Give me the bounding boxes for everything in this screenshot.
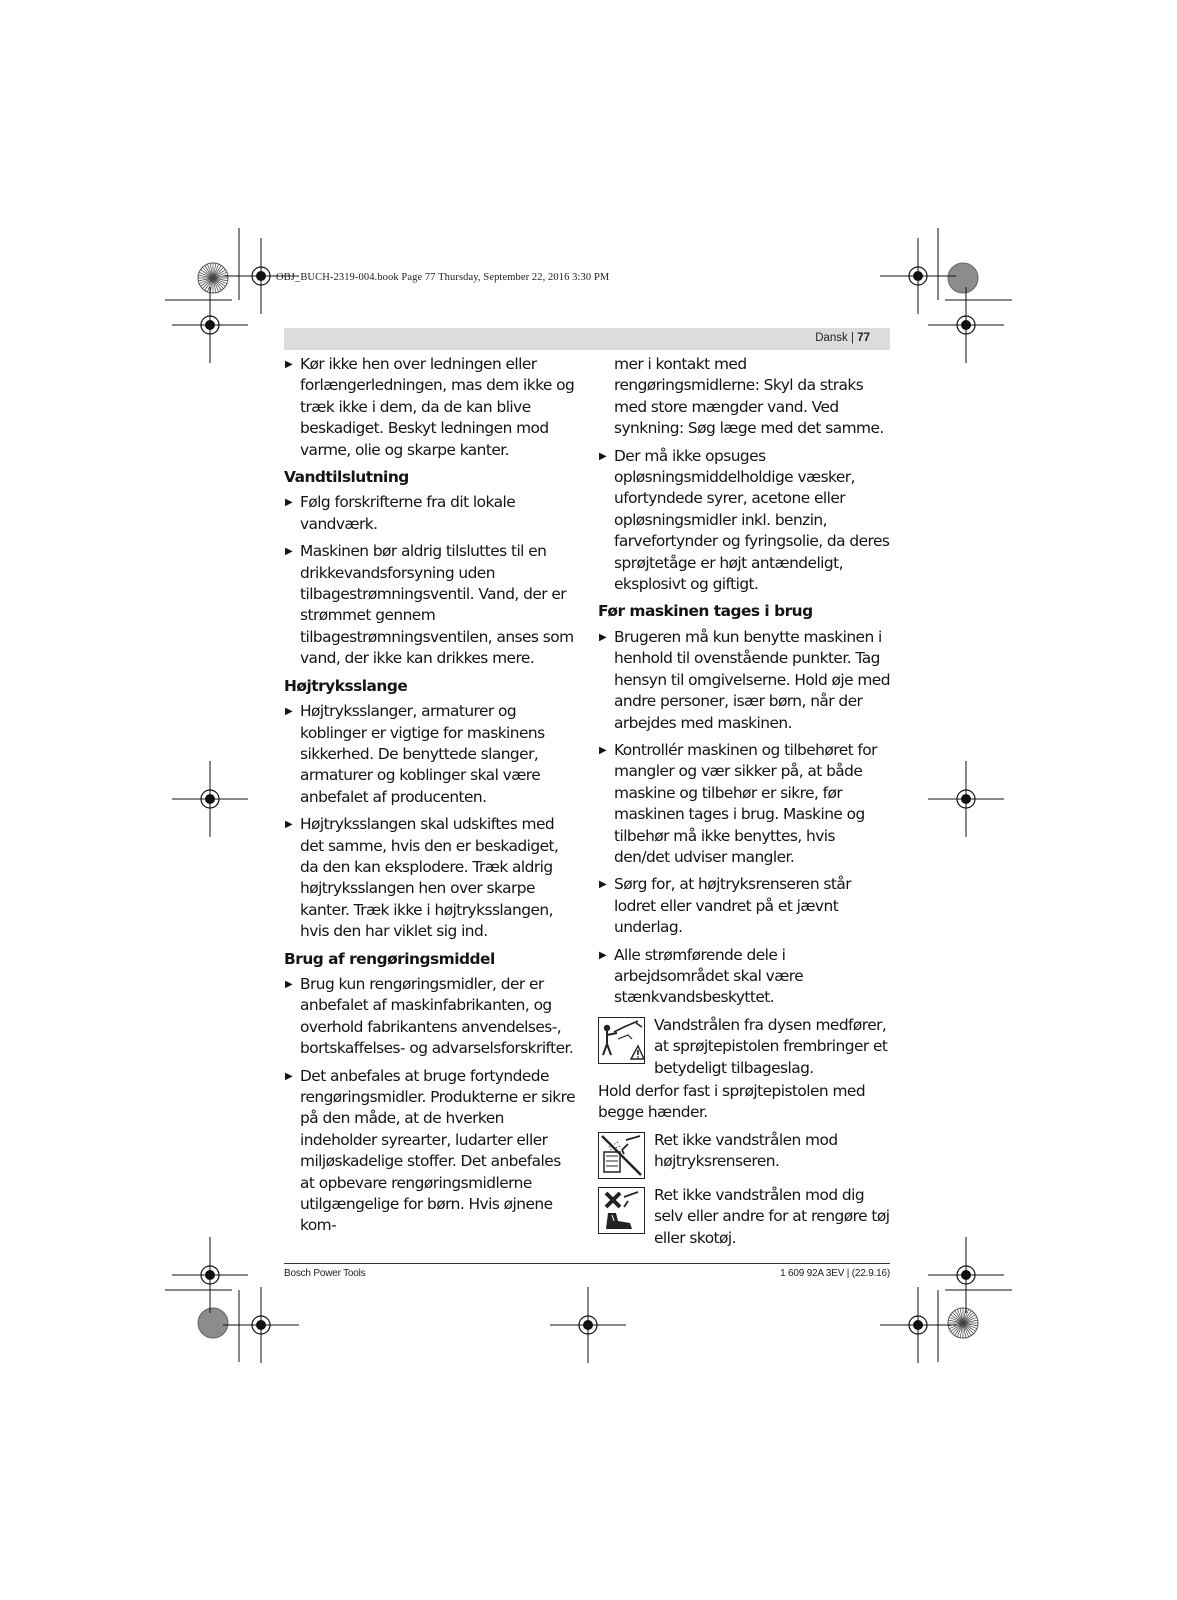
list-item (598, 874, 890, 938)
section-heading-hose: Højtryksslange (284, 676, 408, 695)
list-item (284, 701, 576, 808)
list-item (598, 627, 890, 734)
item-text: Højtryksslangen skal udskiftes med det samme, hvis den er beskadiget, da den kan eksplodere. Træk aldrig højtryksslangen hen over skarpe kanter. Træk ikke i højtryksslangen, hvis den har viklet sig ind. (300, 815, 559, 941)
list-item (284, 814, 576, 942)
list-item (598, 446, 890, 596)
page-number: 77 (857, 332, 870, 344)
pictogram-text: Ret ikke vandstrålen mod højtryksrenseren. (654, 1130, 838, 1171)
section-heading-water: Vandtilslutning (284, 468, 409, 487)
item-text: Alle strømførende dele i arbejdsområdet skal være stænkvandsbeskyttet. (614, 945, 804, 1007)
item-text: Følg forskrifterne fra dit lokale vandværk. (300, 493, 516, 533)
item-text: Det anbefales at bruge fortyndede rengøringsmidler. Produkterne er sikre på den måde, at de hverken indeholder syrearter, ludarter eller miljøskadelige stoffer. Det anbefales at opbevare rengøringsmidlerne utilgængelige for børn. Hvis øjnene kom- (300, 1066, 576, 1235)
list-item (284, 541, 576, 669)
bullet-arrow-icon: ▶ (599, 879, 607, 891)
no-spray-at-machine-icon (598, 1132, 645, 1179)
pictogram-text: Vandstrålen fra dysen medfører, at sprøjtepistolen frembringer et betydeligt tilbageslag. (654, 1015, 888, 1077)
bullet-arrow-icon: ▶ (599, 450, 607, 462)
item-text: Højtryksslanger, armaturer og koblinger er vigtige for maskinens sikkerhed. De benyttede slanger, armaturer og koblinger skal være anbefalet af producenten. (300, 702, 545, 806)
page-header (284, 328, 890, 350)
item-text: Brugeren må kun benytte maskinen i henhold til ovenstående punkter. Tag hensyn til omgivelserne. Hold øje med andre personer, især børn, når der arbejdes med maskinen. (614, 627, 890, 732)
list-item (284, 1066, 576, 1237)
right-column (598, 354, 890, 1251)
bullet-arrow-icon: ▶ (285, 706, 293, 718)
recoil-warning-icon (598, 1017, 645, 1064)
header-separator: | (847, 332, 858, 344)
list-item (598, 945, 890, 1009)
section-heading-before-use: Før maskinen tages i brug (598, 602, 813, 621)
list-item (598, 740, 890, 868)
item-text: Sørg for, at højtryksrenseren står lodret eller vandret på et jævnt underlag. (614, 875, 851, 937)
list-item (284, 974, 576, 1060)
bullet-arrow-icon: ▶ (599, 949, 607, 961)
bullet-arrow-icon: ▶ (285, 497, 293, 509)
bullet-arrow-icon: ▶ (285, 1070, 293, 1082)
continuation-text: mer i kontakt med rengøringsmidlerne: Skyl da straks med store mængder vand. Ved synkning: Søg læge med det samme. (614, 355, 884, 438)
print-info-line: OBJ_BUCH-2319-004.book Page 77 Thursday, September 22, 2016 3:30 PM (276, 272, 610, 283)
pictogram-row (598, 1130, 890, 1179)
pictogram-text: Ret ikke vandstrålen mod dig selv eller andre for at rengøre tøj eller skotøj. (654, 1185, 890, 1247)
section-heading-detergent: Brug af rengøringsmiddel (284, 949, 495, 968)
item-text: Kør ikke hen over ledningen eller forlængerledningen, mas dem ikke og træk ikke i dem, da de kan blive beskadiget. Beskyt ledningen mod varme, olie og skarpe kanter. (300, 355, 575, 459)
bullet-arrow-icon: ▶ (599, 631, 607, 643)
left-column (284, 354, 576, 1243)
list-item (284, 492, 576, 535)
bullet-arrow-icon: ▶ (285, 546, 293, 558)
pictogram-row (598, 1185, 890, 1249)
hold-instruction: Hold derfor fast i sprøjtepistolen med begge hænder. (598, 1082, 866, 1122)
item-text: Brug kun rengøringsmidler, der er anbefalet af maskinfabrikanten, og overhold fabrikantens anvendelses-, bortskaffelses- og advarselsforskrifter. (300, 974, 574, 1058)
item-text: Der må ikke opsuges opløsningsmiddelholdige væsker, ufortyndede syrer, acetone eller opløsningsmidler inkl. benzin, farvefortynder og fyringsolie, da deres sprøjtetåge er højt antændeligt, eksplosivt og giftigt. (614, 446, 890, 594)
bullet-arrow-icon: ▶ (285, 359, 293, 370)
footer-brand: Bosch Power Tools (284, 1268, 366, 1279)
item-text: Kontrollér maskinen og tilbehøret for mangler og vær sikker på, at både maskine og tilbehør er sikre, før maskinen tages i brug. Maskine og tilbehør må ikke benyttes, hvis den/det udviser mangler. (614, 740, 877, 866)
bullet-arrow-icon: ▶ (599, 744, 607, 756)
footer-document-number: 1 609 92A 3EV | (22.9.16) (780, 1268, 890, 1279)
bullet-arrow-icon: ▶ (285, 819, 293, 831)
item-text: Maskinen bør aldrig tilsluttes til en drikkevandsforsyning uden tilbagestrømningsventil. Vand, der er strømmet gennem tilbagestrømningsventilen, anses som vand, der ikke kan drikkes mere. (300, 542, 574, 668)
bullet-arrow-icon: ▶ (285, 978, 293, 990)
footer-rule (284, 1263, 890, 1264)
pictogram-row (598, 1015, 890, 1079)
header-label (815, 332, 870, 344)
list-item (284, 354, 576, 461)
header-language: Dansk (815, 332, 848, 344)
no-spray-at-people-icon (598, 1187, 645, 1234)
